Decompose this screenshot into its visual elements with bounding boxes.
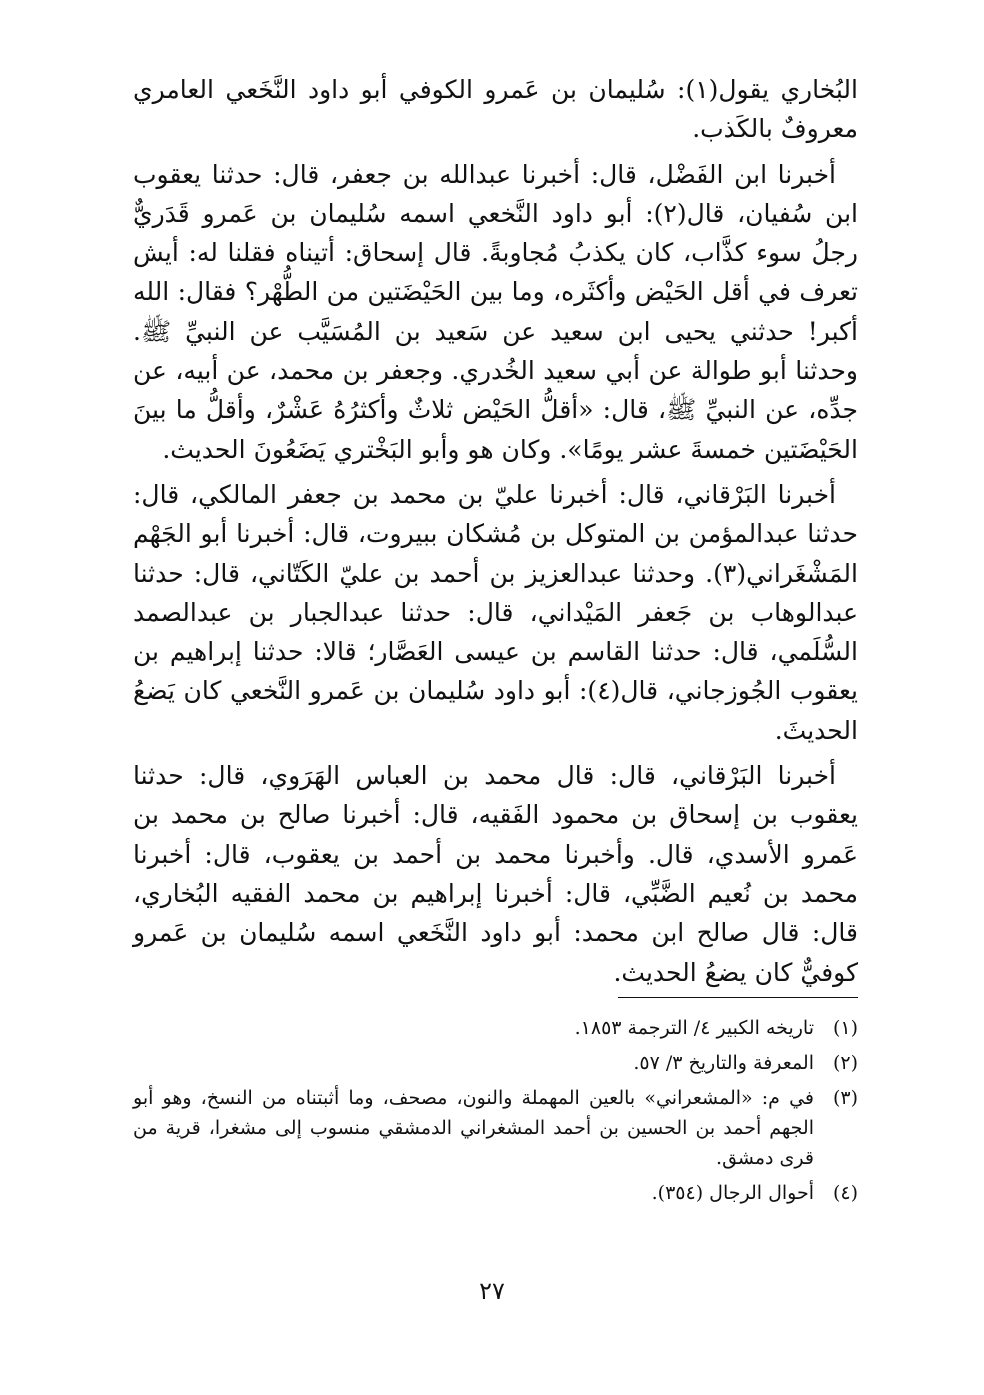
- paragraph: أخبرنا البَرْقاني، قال: أخبرنا عليّ بن محمد بن جعفر المالكي، قال: حدثنا عبدالمؤمن بن المتوكل بن مُشكان ببيروت، قال: أخبرنا أبو الجَهْم المَشْغَراني(٣). وحدثنا عبدالعزيز بن أحمد بن عليّ الكَتّاني، قال: حدثنا عبدالوهاب بن جَعفر المَيْداني، قال: حدثنا عبدالجبار بن عبدالصمد السُّلَمي، قال: حدثنا القاسم بن عيسى العَصَّار؛ قالا: حدثنا إبراهيم بن يعقوب الجُوزجاني، قال(٤): أبو داود سُليمان بن عَمرو النَّخعي كان يَضعُ الحديثَ.: [133, 479, 858, 745]
- footnote: [133, 1013, 858, 1043]
- footnote-number: (١): [832, 1017, 858, 1039]
- footnote-divider: [618, 997, 858, 998]
- page-number: ٢٧: [479, 1277, 505, 1305]
- footnote: [133, 1083, 858, 1173]
- footnote: [133, 1178, 858, 1208]
- footnote-text: تاريخه الكبير ٤/ الترجمة ١٨٥٣.: [574, 1017, 814, 1039]
- footnote-number: (٢): [832, 1052, 858, 1074]
- footnote-number: (٤): [832, 1182, 858, 1204]
- footnote-number: (٣): [832, 1087, 858, 1109]
- footnote-text: المعرفة والتاريخ ٣/ ٥٧.: [633, 1052, 814, 1074]
- footnote-text: في م: «المشعراني» بالعين المهملة والنون، مصحف، وما أثبتناه من النسخ، وهو أبو الجهم أحمد بن الحسين بن أحمد المشغراني الدمشقي منسوب إلى مشغرا، قرية من قرى دمشق.: [133, 1087, 814, 1169]
- footnote-text: أحوال الرجال (٣٥٤).: [651, 1182, 814, 1204]
- paragraph: البُخاري يقول(١): سُليمان بن عَمرو الكوفي أبو داود النَّخَعي العامري معروفٌ بالكَذب.: [133, 75, 858, 144]
- paragraph: أخبرنا ابن الفَضْل، قال: أخبرنا عبدالله بن جعفر، قال: حدثنا يعقوب ابن سُفيان، قال(٢): أبو داود النَّخعي اسمه سُليمان بن عَمرو قَدَريٌّ رجلُ سوء كذَّاب، كان يكذبُ مُجاوبةً. قال إسحاق: أتيناه فقلنا له: أيش تعرف في أقل الحَيْض وأكثَره، وما بين الحَيْضَتين من الطُّهْر؟ فقال: الله أكبر! حدثني يحيى ابن سعيد عن سَعيد بن المُسَيَّب عن النبيِّ ﷺ. وحدثنا أبو طوالة عن أبي سعيد الخُدري. وجعفر بن محمد، عن أبيه، عن جدِّه، عن النبيِّ ﷺ، قال: «أقلُّ الحَيْض ثلاثٌ وأكثرُهُ عَشْرٌ، وأقلُّ ما بينَ الحَيْضَتين خمسةَ عشر يومًا». وكان هو وأبو البَخْتري يَضَعُونَ الحديث.: [133, 159, 858, 464]
- paragraph: أخبرنا البَرْقاني، قال: قال محمد بن العباس الهَرَوي، قال: حدثنا يعقوب بن إسحاق بن محمود الفَقيه، قال: أخبرنا صالح بن محمد بن عَمرو الأسدي، قال. وأخبرنا محمد بن أحمد بن يعقوب، قال: أخبرنا محمد بن نُعيم الضَّبِّي، قال: أخبرنا إبراهيم بن محمد الفقيه البُخاري، قال: قال صالح ابن محمد: أبو داود النَّخَعي اسمه سُليمان بن عَمرو كوفيٌّ كان يضعُ الحديث.: [133, 761, 858, 987]
- main-text: [133, 70, 858, 998]
- footnotes: [133, 1013, 858, 1213]
- footnote: [133, 1048, 858, 1078]
